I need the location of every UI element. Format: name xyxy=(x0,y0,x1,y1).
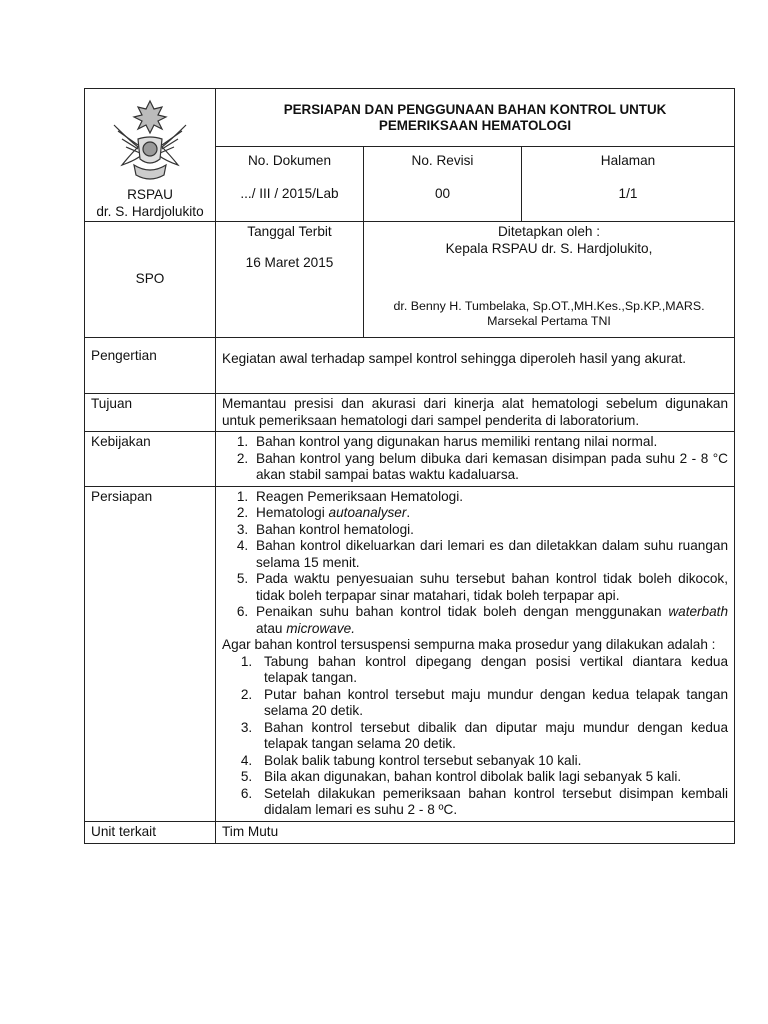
procedure-steps xyxy=(222,654,728,819)
kebijakan-content xyxy=(216,432,735,487)
list-item: 3. Bahan kontrol hematologi. xyxy=(252,522,728,539)
persiapan-list xyxy=(222,489,728,638)
signer-name: dr. Benny H. Tumbelaka, Sp.OT.,MH.Kes.,Sp.KP.,MARS. xyxy=(393,299,705,313)
title-line-1: PERSIAPAN DAN PENGGUNAAN BAHAN KONTROL UNTUK xyxy=(283,102,667,117)
kebijakan-label: Kebijakan xyxy=(85,432,216,487)
persiapan-content xyxy=(216,486,735,821)
revision-label: No. Revisi xyxy=(411,153,474,168)
approval-cell xyxy=(364,222,735,338)
title-line-2: PEMERIKSAAN HEMATOLOGI xyxy=(378,118,572,133)
list-item xyxy=(252,505,728,522)
list-item: 1. Bahan kontrol yang digunakan harus memiliki rentang nilai normal. xyxy=(252,434,728,451)
unit-label: Unit terkait xyxy=(85,821,216,843)
pengertian-text: Kegiatan awal terhadap sampel kontrol sehingga diperoleh hasil yang akurat. xyxy=(216,338,735,394)
issue-date-value: 16 Maret 2015 xyxy=(245,254,334,270)
signer-rank: Marsekal Pertama TNI xyxy=(487,314,611,328)
kebijakan-list xyxy=(222,434,728,484)
persiapan-label: Persiapan xyxy=(85,486,216,821)
logo-cell xyxy=(85,89,216,222)
tujuan-text: Memantau presisi dan akurasi dari kinerja alat hematologi sebelum digunakan untuk pemeriksaan hematologi dari sampel penderita di laboratorium. xyxy=(216,394,735,432)
list-item: 2. Putar bahan kontrol tersebut maju mundur dengan kedua telapak tangan selama 20 detik. xyxy=(256,687,728,720)
item-text: atau xyxy=(256,620,287,636)
item-text: Hematologi xyxy=(256,505,329,520)
list-item: 4. Bahan kontrol dikeluarkan dari lemari es dan diletakkan dalam suhu ruangan selama 15 menit. xyxy=(252,538,728,571)
document-title xyxy=(216,89,735,147)
spo-label: SPO xyxy=(135,271,165,287)
list-item: 1. Reagen Pemeriksaan Hematologi. xyxy=(252,489,728,506)
approved-by-label: Ditetapkan oleh : xyxy=(497,224,601,239)
page-value: 1/1 xyxy=(618,185,638,201)
doc-number-value: .../ III / 2015/Lab xyxy=(240,185,339,201)
procedure-intro: Agar bahan kontrol tersuspensi sempurna maka prosedur yang dilakukan adalah : xyxy=(222,637,716,652)
tujuan-label: Tujuan xyxy=(85,394,216,432)
pengertian-label: Pengertian xyxy=(85,338,216,394)
list-item: 6. Setelah dilakukan pemeriksaan bahan kontrol tersebut disimpan kembali didalam lemari es suhu 2 - 8 ºC. xyxy=(256,786,728,819)
list-item: 5. Pada waktu penyesuaian suhu tersebut bahan kontrol tidak boleh dikocok, tidak boleh terpapar sinar matahari, tidak boleh terpapar api. xyxy=(252,571,728,604)
air-force-emblem-logo xyxy=(108,95,192,187)
unit-text: Tim Mutu xyxy=(216,821,735,843)
list-item: 2. Bahan kontrol yang belum dibuka dari kemasan disimpan pada suhu 2 - 8 °C akan stabil sampai batas waktu kadaluarsa. xyxy=(252,451,728,484)
issue-date-label: Tanggal Terbit xyxy=(247,224,332,239)
org-subtitle: dr. S. Hardjolukito xyxy=(96,203,204,219)
list-item: 4. Bolak balik tabung kontrol tersebut sebanyak 10 kali. xyxy=(256,753,728,770)
revision-cell xyxy=(364,147,522,222)
revision-value: 00 xyxy=(434,185,451,201)
org-name: RSPAU xyxy=(127,187,173,202)
item-text-italic: autoanalyser xyxy=(328,505,407,520)
list-item: 3. Bahan kontrol tersebut dibalik dan diputar maju mundur dengan kedua telapak tangan selama 20 detik. xyxy=(256,720,728,753)
spo-document xyxy=(84,88,734,844)
issue-date-cell xyxy=(216,222,364,338)
doc-number-cell xyxy=(216,147,364,222)
item-text: Penaikan suhu bahan kontrol tidak boleh dengan menggunakan xyxy=(256,604,669,619)
approver-role: Kepala RSPAU dr. S. Hardjolukito, xyxy=(445,240,653,256)
spo-cell xyxy=(85,222,216,338)
item-text: . xyxy=(406,505,411,520)
spo-table xyxy=(84,88,735,844)
list-item: 5. Bila akan digunakan, bahan kontrol dibolak balik lagi sebanyak 5 kali. xyxy=(256,769,728,786)
page-label: Halaman xyxy=(600,153,656,168)
page-cell xyxy=(522,147,735,222)
item-text-italic: microwave. xyxy=(286,620,355,636)
list-item xyxy=(252,604,728,637)
item-text-italic: waterbath xyxy=(668,604,729,619)
doc-number-label: No. Dokumen xyxy=(247,153,332,168)
list-item: 1. Tabung bahan kontrol dipegang dengan posisi vertikal diantara kedua telapak tangan. xyxy=(256,654,728,687)
